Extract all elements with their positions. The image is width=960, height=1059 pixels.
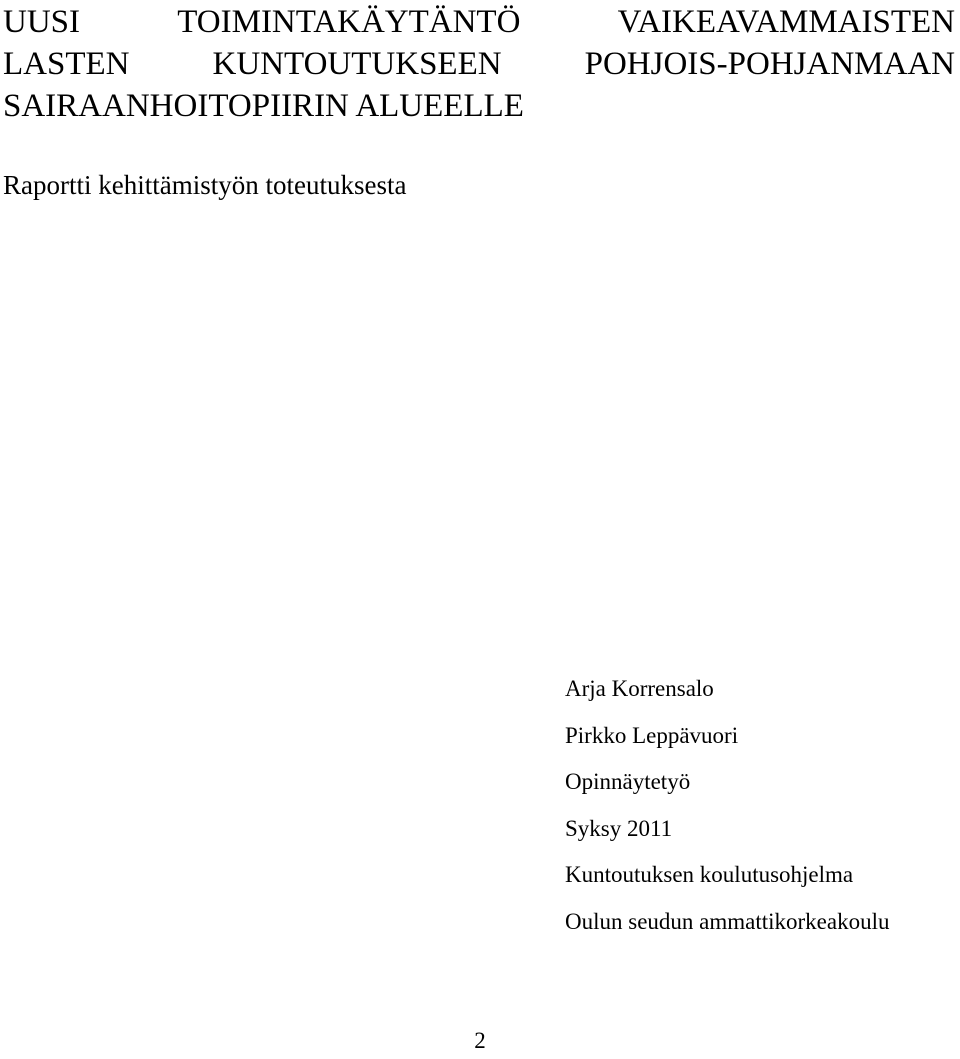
document-title xyxy=(3,1,955,127)
institution-name: Oulun seudun ammattikorkeakoulu xyxy=(565,908,890,934)
work-type: Opinnäytetyö xyxy=(565,769,691,794)
author-name-2: Pirkko Leppävuori xyxy=(565,722,739,748)
title-line-1: UUSI TOIMINTAKÄYTÄNTÖ VAIKEAVAMMAISTEN xyxy=(3,4,955,40)
page-number: 2 xyxy=(474,1028,486,1053)
document-meta-block xyxy=(565,666,890,945)
document-subtitle: Raportti kehittämistyön toteutuksesta xyxy=(3,170,407,200)
degree-programme: Kuntoutuksen koulutusohjelma xyxy=(565,862,854,887)
title-line-2: LASTEN KUNTOUTUKSEEN POHJOIS-POHJANMAAN xyxy=(3,46,955,82)
author-name-1: Arja Korrensalo xyxy=(565,676,714,701)
term: Syksy 2011 xyxy=(565,815,673,841)
title-line-3: SAIRAANHOITOPIIRIN ALUEELLE xyxy=(3,88,524,124)
